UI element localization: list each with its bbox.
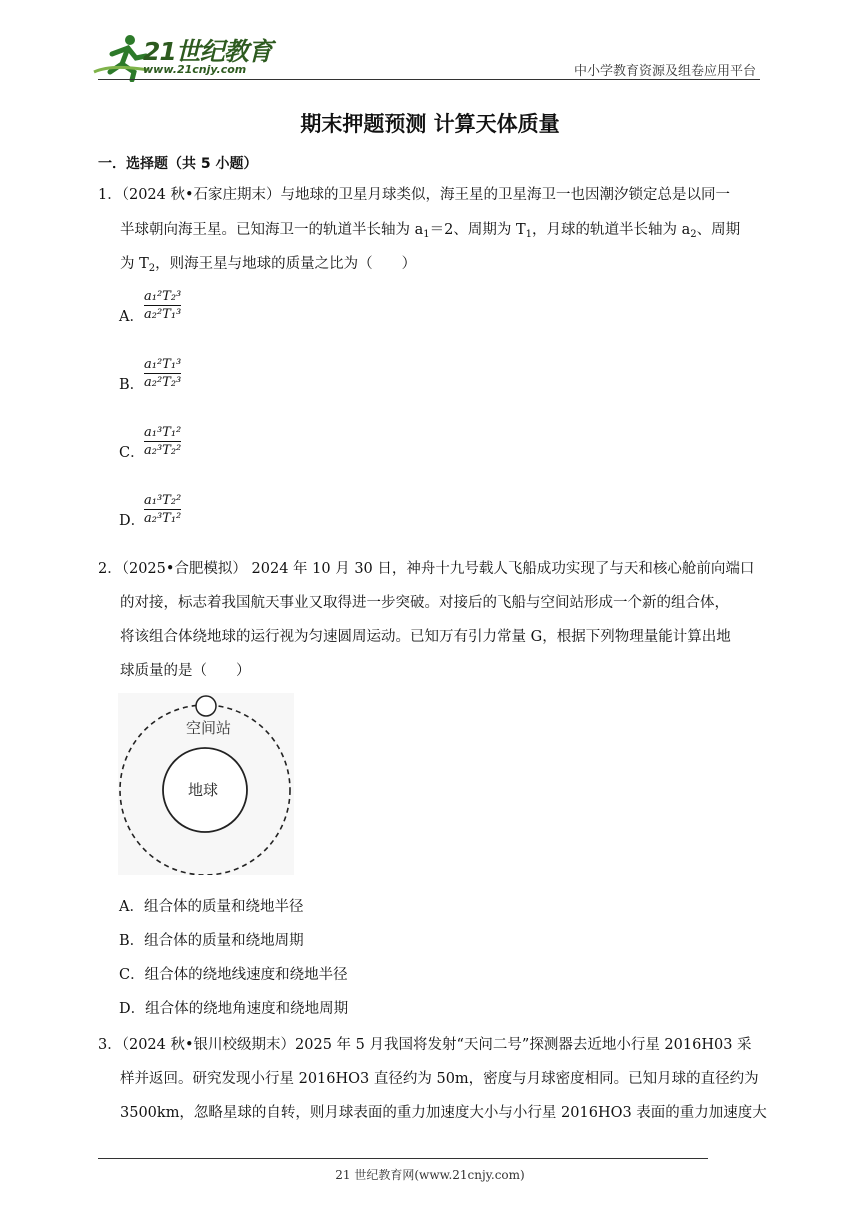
q1-sub-2: 1 bbox=[525, 229, 533, 240]
q2-option-c[interactable]: C．组合体的绕地线速度和绕地半径 bbox=[119, 967, 348, 983]
footer-text: 21 世纪教育网(www.21cnjy.com) bbox=[335, 1168, 525, 1182]
q2-line2: 的对接，标志着我国航天事业又取得进一步突破。对接后的飞船与空间站形成一个新的组合体， bbox=[120, 595, 729, 611]
fraction-numerator: a₁³T₂² bbox=[144, 493, 182, 508]
fraction-numerator: a₁²T₁³ bbox=[144, 357, 182, 372]
q2-line3: 将该组合体绕地球的运行视为匀速圆周运动。已知万有引力常量 G，根据下列物理量能计算出地 bbox=[120, 629, 731, 645]
q1-option-a-fraction bbox=[144, 290, 181, 321]
logo-text: 21世纪教育 bbox=[143, 37, 272, 66]
q1-line3 bbox=[120, 252, 416, 274]
q1-line3-text-c: ，则海王星与地球的质量之比为（ ） bbox=[155, 256, 417, 272]
q1-option-b[interactable] bbox=[119, 373, 144, 394]
q3-line2: 样并返回。研究发现小行星 2016HO3 直径约为 50m，密度与月球密度相同。已知月球的直径约为 bbox=[120, 1071, 759, 1087]
q3-line1: 3．（2024 秋•银川校级期末）2025 年 5 月我国将发射“天问二号”探测器去近地小行星 2016H03 采 bbox=[98, 1037, 752, 1053]
q1-option-d[interactable] bbox=[119, 509, 145, 530]
section-heading: 一．选择题（共 5 小题） bbox=[98, 156, 258, 172]
q1-option-b-fraction bbox=[144, 358, 181, 389]
fraction-bar bbox=[144, 441, 181, 442]
q1-line2 bbox=[120, 218, 740, 240]
q1-option-d-fraction bbox=[144, 494, 181, 525]
fraction-denominator: a₂²T₁³ bbox=[144, 307, 182, 322]
q1-line3-text-a: 为 T bbox=[120, 256, 149, 272]
fraction-bar bbox=[144, 373, 181, 374]
q2-line4: 球质量的是（ ） bbox=[120, 663, 251, 679]
fraction-numerator: a₁²T₂³ bbox=[144, 289, 182, 304]
option-label: B． bbox=[119, 377, 145, 393]
q1-line2-text-e: ，月球的轨道半长轴为 a bbox=[532, 222, 691, 238]
fraction-denominator: a₂²T₂³ bbox=[144, 375, 182, 390]
fraction-numerator: a₁³T₁² bbox=[144, 425, 182, 440]
q1-sub-1: 1 bbox=[423, 229, 430, 240]
q2-option-a[interactable]: A．组合体的质量和绕地半径 bbox=[119, 899, 304, 915]
q2-line1: 2．（2025•合肥模拟） 2024 年 10 月 30 日，神舟十九号载人飞船成功实现了与天和核心舱前向端口 bbox=[98, 561, 755, 577]
page-title: 期末押题预测 计算天体质量 bbox=[300, 112, 560, 136]
space-station-label: 空间站 bbox=[186, 719, 232, 737]
option-label: C． bbox=[119, 445, 145, 461]
space-station-circle bbox=[196, 696, 216, 716]
header-divider bbox=[98, 79, 760, 80]
fraction-bar bbox=[144, 509, 181, 510]
q1-option-c[interactable] bbox=[119, 441, 145, 462]
q1-line2-text-c: ＝2、周期为 T bbox=[429, 222, 526, 238]
platform-label: 中小学教育资源及组卷应用平台 bbox=[573, 64, 756, 79]
q2-option-d[interactable]: D．组合体的绕地角速度和绕地周期 bbox=[119, 1001, 349, 1017]
option-label: A． bbox=[119, 309, 144, 325]
q2-option-b[interactable]: B．组合体的质量和绕地周期 bbox=[119, 933, 304, 949]
q1-line1: 1．（2024 秋•石家庄期末）与地球的卫星月球类似，海王星的卫星海卫一也因潮汐锁定总是以同一 bbox=[98, 187, 731, 203]
option-label: D． bbox=[119, 513, 146, 529]
q1-option-a[interactable] bbox=[119, 305, 144, 326]
fraction-denominator: a₂³T₁² bbox=[144, 511, 182, 526]
fraction-bar bbox=[144, 305, 181, 306]
q1-sub-4: 2 bbox=[148, 263, 156, 274]
footer-divider bbox=[98, 1158, 708, 1159]
q3-line3: 3500km，忽略星球的自转，则月球表面的重力加速度大小与小行星 2016HO3 表面的重力加速度大 bbox=[120, 1105, 767, 1121]
q1-option-c-fraction bbox=[144, 426, 181, 457]
q1-line2-text-a: 半球朝向海王星。已知海卫一的轨道半长轴为 a bbox=[120, 222, 424, 238]
earth-label: 地球 bbox=[188, 781, 219, 799]
logo-url: www.21cnjy.com bbox=[143, 63, 247, 76]
fraction-denominator: a₂³T₂² bbox=[144, 443, 182, 458]
q1-line2-text-g: 、周期 bbox=[696, 222, 741, 238]
q1-sub-3: 2 bbox=[690, 229, 697, 240]
